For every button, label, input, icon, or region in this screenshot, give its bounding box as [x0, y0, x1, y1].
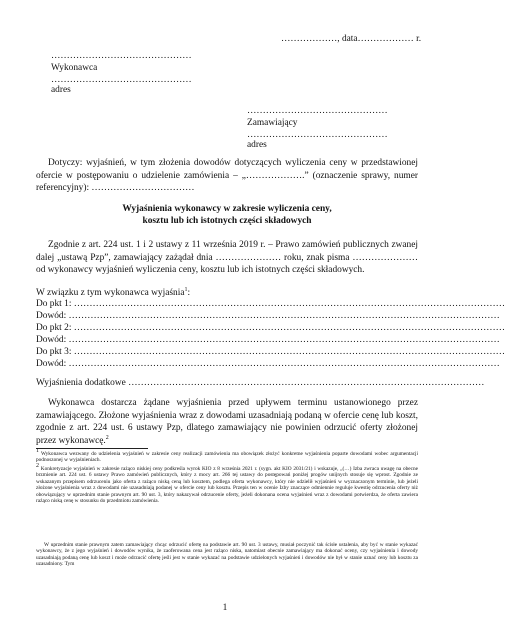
footnote-separator	[36, 448, 148, 449]
closing-text: Wykonawca dostarcza żądane wyjaśnienia przed upływem terminu ustanowionego przez zamawiającego. Złożone wyjaśnienia wraz z dowodami uzasadniają podaną w ofercie cenę lub koszt, zgodnie z art. 224 ust. 6 ustawy Pzp, dlatego zamawiający nie powinien odrzucić oferty złożonej przez wykonawcę.	[36, 398, 418, 446]
item-label: Do pkt 3	[36, 347, 69, 357]
closing-paragraph	[36, 397, 418, 447]
footnote-number: 1	[36, 448, 39, 455]
item-dots: : …………………………………………………………………………………………………………………………	[63, 359, 500, 369]
item-row-1	[36, 298, 505, 310]
contractor-label: Wykonawca	[51, 63, 98, 73]
in-connection-text: W związku z tym wykonawca wyjaśnia	[36, 288, 185, 298]
ordering-party-label: Zamawiający	[247, 118, 298, 128]
item-row-4	[36, 334, 500, 346]
footnote-text: W uprzednim stanie prawnym zatem zamawiający chcąc odrzucić ofertę na podstawie art. 90 ust. 3 ustawy, musiał poczynić tak ścisłe ustalenia, aby być w stanie wykazać wykonawcy, że z jego wyjaśnień i dowodów wynika, że zaoferowana cena jest rażąco niska, natomiast obecnie zamawiający ma dokonać oceny, czy wyjaśnienia i dowody uzasadniają podaną cenę lub koszt i może odrzucić ofertę jeśli jest w stanie wykazać na podstawie udzielonych wyjaśnień i dowodów nie był w stanie uznać ceny lub kosztu za uzasadniony. Tym	[36, 542, 418, 568]
subject-paragraph: Dotyczy: wyjaśnień, w tym złożenia dowodów dotyczących wyliczenia ceny w przedstawionej ofercie w postępowaniu o udzielenie zamówienia – „……………….” (oznaczenie sprawy, numer referencyjny): ……………………………	[36, 158, 418, 194]
page-number: 1	[222, 603, 228, 613]
item-label: Dowód	[36, 311, 64, 321]
footnote-2	[36, 463, 419, 505]
title-line-1: Wyjaśnienia wykonawcy w zakresie wyliczenia ceny,	[122, 204, 332, 214]
place-date: ………………, data……………… r.	[281, 34, 422, 44]
intro-paragraph: Zgodnie z art. 224 ust. 1 i 2 ustawy z 11 września 2019 r. – Prawo zamówień publicznych zwanej dalej „ustawą Pzp”, zamawiający zażądał dnia ………………… roku, znak pisma ………………… od wykonawcy wyjaśnień wyliczenia ceny, kosztu lub ich istotnych części składowych.	[36, 240, 418, 276]
item-dots: : …………………………………………………………………………………………………………………………	[68, 299, 505, 309]
item-label: Dowód	[36, 335, 64, 345]
item-dots: : …………………………………………………………………………………………………………………………	[63, 335, 500, 345]
item-dots: : …………………………………………………………………………………………………………………………	[63, 311, 500, 321]
ordering-party-address-dots: ………………………………………	[247, 130, 388, 140]
item-row-5	[36, 346, 505, 358]
additional-explanations: Wyjaśnienia dodatkowe ……………………………………………………………………………………………………	[36, 378, 485, 388]
footnote-2-continued	[36, 542, 418, 568]
colon: :	[187, 288, 191, 298]
footnote-1	[36, 448, 418, 464]
ordering-party-dots: ………………………………………	[247, 106, 388, 116]
contractor-address-label: adres	[51, 85, 71, 95]
title-line-2: kosztu lub ich istotnych części składowych	[142, 216, 312, 226]
item-label: Do pkt 1	[36, 299, 69, 309]
item-row-3	[36, 322, 505, 334]
footnote-ref-2: 2	[105, 434, 109, 441]
item-row-2	[36, 310, 500, 322]
footnote-ref-1: 1	[184, 286, 188, 293]
ordering-party-address-label: adres	[247, 140, 267, 150]
item-label: Dowód	[36, 359, 64, 369]
item-dots: : …………………………………………………………………………………………………………………………	[68, 347, 505, 357]
contractor-address-dots: ………………………………………	[51, 75, 192, 85]
item-dots: : …………………………………………………………………………………………………………………………	[68, 323, 505, 333]
item-row-6	[36, 358, 500, 370]
footnote-text: Wykonawca wezwany do udzielenia wyjaśnień w zakresie ceny realizacji zamówienia ma obowiązek złożyć konkretne wyjaśnienia poparte dowodami wobec argumentacji podnoszonej w wyjaśnieniach.	[36, 451, 418, 464]
contractor-dots: ………………………………………	[51, 51, 192, 61]
footnote-number: 2	[36, 463, 39, 470]
footnote-text: Konkretyzacje wyjaśnień w zakresie rażąco niskiej ceny podkreśla wyrok KIO z 8 września 2021 r. (sygn. akt KIO 2031/21) i wskazuje, „(…) Izba zwraca uwagę na obecne brzmienie art. 224 ust. 6 ustawy Prawo zamówień publicznych, który z mocy art. 266 tej ustawy do postępowań poniżej progów unijnych stosuje się wprost. Zgodnie ze wskazanym przepisem odrzuceniu jako oferta z rażąco niską ceną lub kosztem, podlega oferta wykonawcy, który nie udzielił wyjaśnień w wyznaczonym terminie, lub jeżeli złożone wyjaśnienia wraz z dowodami nie uzasadniają podanej w ofercie ceny lub kosztu. Przepis ten w ocenie Izby znaczące odmiennie reguluje kwestię odrzucenia oferty niż obowiązujący w uprzednim stanie prawnym art. 90 ust. 3, który nakazywał odrzucenie oferty, jeżeli dokonana ocena wyjaśnień wraz z dowodami potwierdza, że oferta zawiera rażąco niską cenę w stosunku do przedmiotu zamówienia.	[36, 466, 419, 505]
item-label: Do pkt 2	[36, 323, 69, 333]
